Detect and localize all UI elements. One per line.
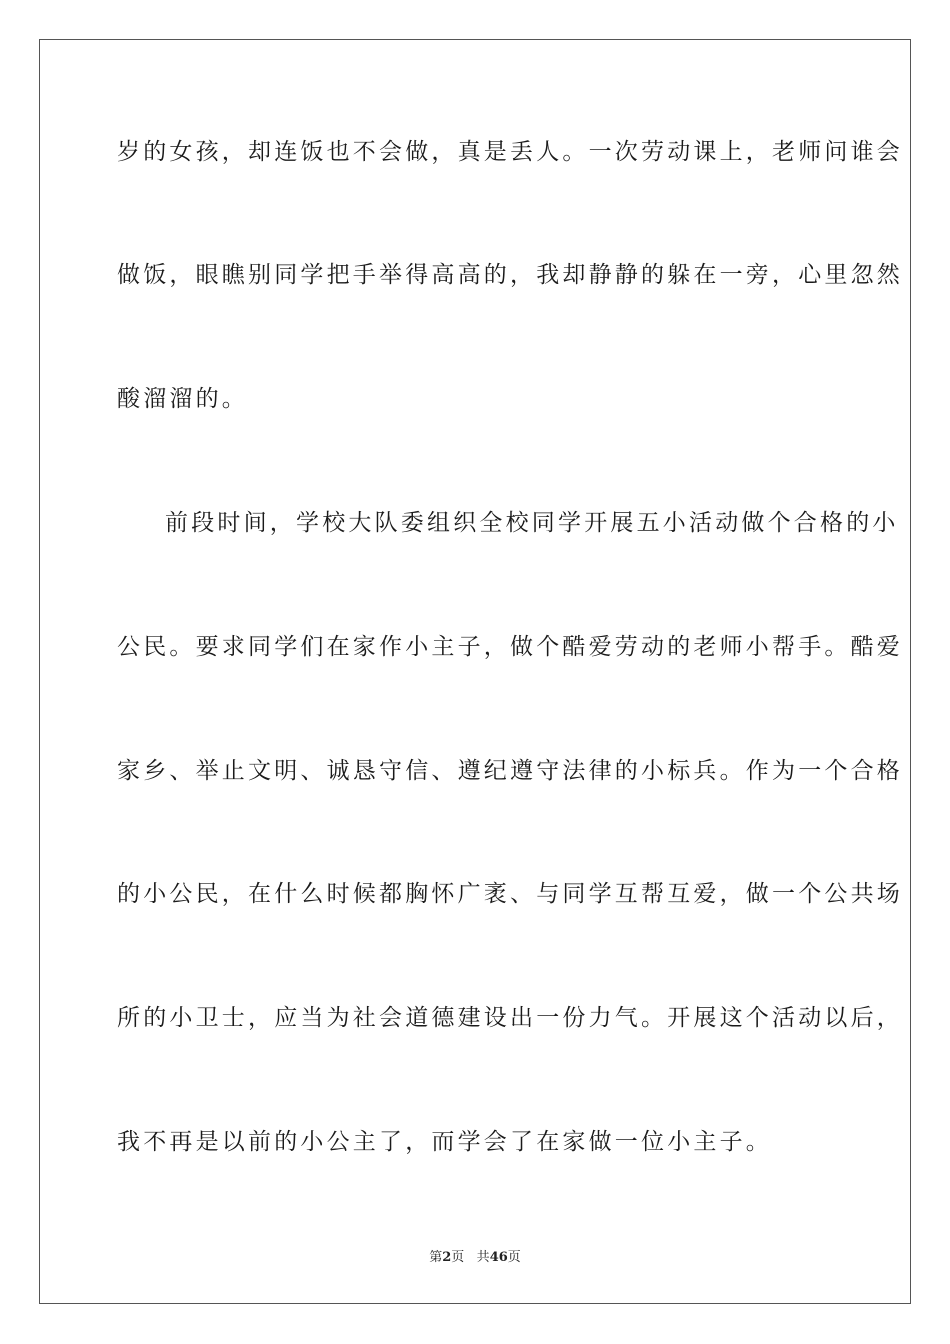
total-suffix: 页 — [507, 1250, 521, 1265]
text-line: 前段时间，学校大队委组织全校同学开展五小活动做个合格的小 — [165, 510, 899, 536]
text-line: 岁的女孩，却连饭也不会做，真是丢人。一次劳动课上，老师问谁会 — [117, 139, 903, 165]
total-pages: 46 — [489, 1250, 508, 1265]
page-prefix: 第 — [429, 1250, 443, 1265]
page-number: 2 — [442, 1250, 452, 1265]
page-suffix: 页 — [451, 1250, 465, 1265]
page-frame — [39, 39, 911, 1304]
text-line: 家乡、举止文明、诚恳守信、遵纪遵守法律的小标兵。作为一个合格 — [117, 758, 903, 784]
text-line: 所的小卫士，应当为社会道德建设出一份力气。开展这个活动以后， — [117, 1005, 903, 1031]
page-footer — [0, 1246, 950, 1265]
text-line: 我不再是以前的小公主了，而学会了在家做一位小主子。 — [117, 1129, 772, 1155]
total-prefix: 共 — [476, 1250, 490, 1265]
text-line: 的小公民，在什么时候都胸怀广袤、与同学互帮互爱，做一个公共场 — [117, 881, 903, 907]
text-line: 公民。要求同学们在家作小主子，做个酷爱劳动的老师小帮手。酷爱 — [117, 634, 903, 660]
text-line: 酸溜溜的。 — [117, 386, 248, 412]
text-line: 做饭，眼瞧别同学把手举得高高的，我却静静的躲在一旁，心里忽然 — [117, 262, 903, 288]
